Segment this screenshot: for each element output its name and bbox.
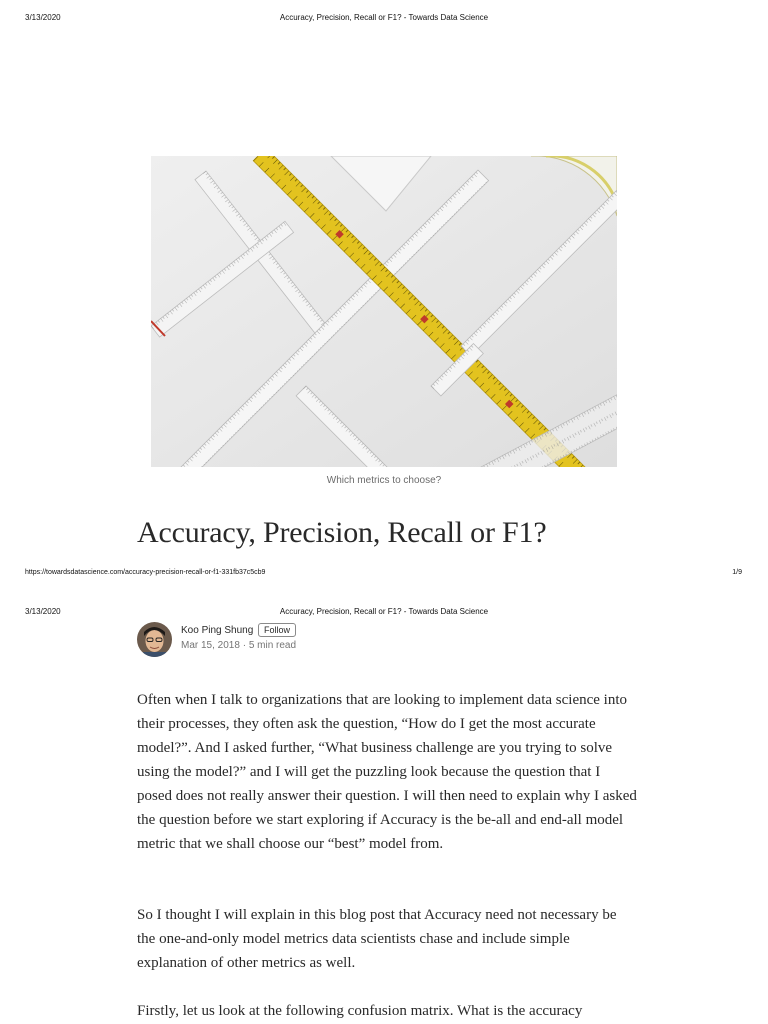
hero-image [151, 156, 617, 467]
author-avatar[interactable] [137, 622, 172, 657]
print-url: https://towardsdatascience.com/accuracy-precision-recall-or-f1-331fb37c5cb9 [25, 569, 266, 576]
print-header [0, 13, 768, 27]
avatar-photo [137, 622, 172, 657]
author-block [137, 622, 437, 658]
print-date: 3/13/2020 [25, 607, 61, 616]
paragraph: Firstly, let us look at the following confusion matrix. What is the accuracy [137, 1003, 583, 1019]
print-header [0, 607, 768, 621]
paragraph: So I thought I will explain in this blog post that Accuracy need not necessary be the one-and-only model metrics data scientists chase and include simple explanation of other metrics as well. [137, 907, 617, 971]
image-caption: Which metrics to choose? [326, 475, 442, 486]
post-meta: Mar 15, 2018 · 5 min read [181, 640, 297, 651]
article-title: Accuracy, Precision, Recall or F1? [137, 516, 547, 549]
author-name[interactable]: Koo Ping Shung [181, 625, 254, 636]
rulers-illustration [151, 156, 617, 467]
print-date: 3/13/2020 [25, 13, 61, 22]
print-title: Accuracy, Precision, Recall or F1? - Towards Data Science [279, 13, 489, 22]
print-page-number: 1/9 [732, 569, 742, 576]
follow-button[interactable]: Follow [258, 623, 296, 637]
print-title: Accuracy, Precision, Recall or F1? - Towards Data Science [279, 607, 489, 616]
paragraph: Often when I talk to organizations that are looking to implement data science into their processes, they often ask the question, “How do I get the most accurate model?”. And I asked further, “What business challenge are you trying to solve using the model?” and I will get the puzzling look because the question that I posed does not really answer their question. I will then need to explain why I asked the question before we start exploring if Accuracy is the be-all and end-all model metric that we shall choose our “best” model from. [137, 692, 637, 852]
